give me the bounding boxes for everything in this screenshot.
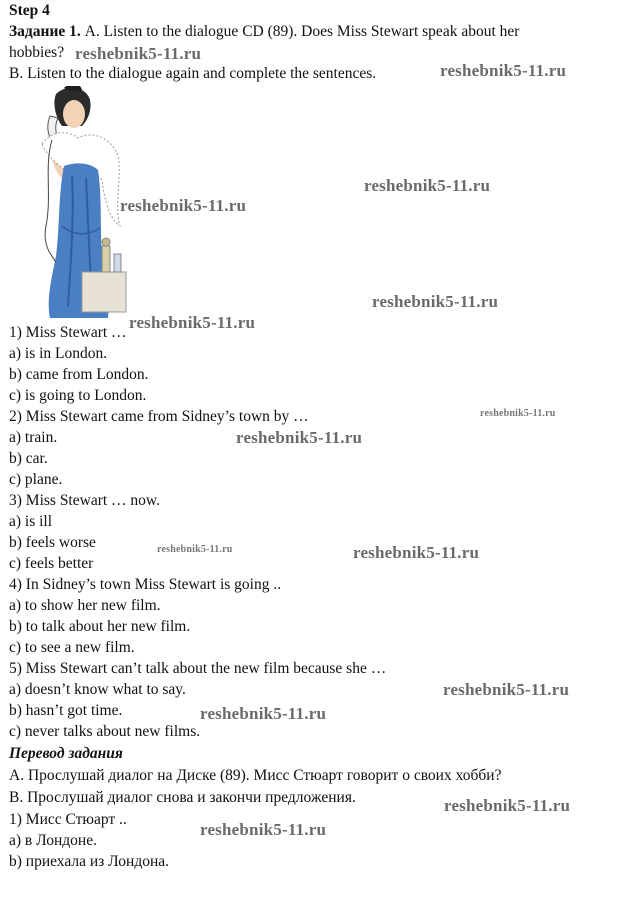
translation-q1-option-b: b) приехала из Лондона. [9, 853, 170, 870]
question-3-option-c: c) feels better [9, 555, 94, 572]
task-a-text: A. Listen to the dialogue CD (89). Does Miss Stewart speak about her [80, 23, 520, 40]
question-2-option-c: c) plane. [9, 471, 63, 488]
question-5-option-b: b) hasn’t got time. [9, 702, 123, 719]
question-5-stem: 5) Miss Stewart can’t talk about the new film because she … [9, 660, 387, 677]
watermark: reshebnik5-11.ru [364, 176, 491, 195]
watermark: reshebnik5-11.ru [129, 313, 256, 332]
question-1-option-b: b) came from London. [9, 366, 149, 383]
watermark: reshebnik5-11.ru [353, 543, 480, 562]
translation-part-a: А. Прослушай диалог на Диске (89). Мисс Стюарт говорит о своих хобби? [9, 767, 502, 784]
question-4-stem: 4) In Sidney’s town Miss Stewart is going .. [9, 576, 282, 593]
question-3-stem: 3) Miss Stewart … now. [9, 492, 160, 509]
watermark: reshebnik5-11.ru [200, 704, 327, 723]
translation-q1-option-a: а) в Лондоне. [9, 832, 97, 849]
watermark: reshebnik5-11.ru [157, 544, 233, 555]
translation-heading: Перевод задания [9, 745, 123, 762]
translation-q1-stem: 1) Мисс Стюарт .. [9, 811, 127, 828]
task-a-line1 [9, 21, 519, 42]
question-1-option-c: c) is going to London. [9, 387, 147, 404]
question-4-option-a: a) to show her new film. [9, 597, 161, 614]
question-4-option-b: b) to talk about her new film. [9, 618, 191, 635]
question-3-option-b: b) feels worse [9, 534, 96, 551]
step-title: Step 4 [9, 2, 50, 19]
translation-part-b: В. Прослушай диалог снова и закончи предложения. [9, 789, 356, 806]
question-5-option-c: c) never talks about new films. [9, 723, 201, 740]
question-3-option-a: a) is ill [9, 513, 53, 530]
watermark: reshebnik5-11.ru [443, 680, 570, 699]
watermark: reshebnik5-11.ru [75, 44, 202, 63]
watermark: reshebnik5-11.ru [480, 408, 556, 419]
question-5-option-a: a) doesn’t know what to say. [9, 681, 186, 698]
task-b: B. Listen to the dialogue again and complete the sentences. [9, 65, 377, 82]
question-2-option-b: b) car. [9, 450, 48, 467]
question-2-option-a: a) train. [9, 429, 58, 446]
watermark: reshebnik5-11.ru [444, 796, 571, 815]
question-2-stem: 2) Miss Stewart came from Sidney’s town by … [9, 408, 309, 425]
woman-on-telephone-illustration [22, 86, 132, 318]
question-1-stem: 1) Miss Stewart … [9, 324, 127, 341]
watermark: reshebnik5-11.ru [372, 292, 499, 311]
watermark: reshebnik5-11.ru [236, 428, 363, 447]
task-a-line2: hobbies? [9, 44, 65, 61]
question-1-option-a: a) is in London. [9, 345, 108, 362]
watermark: reshebnik5-11.ru [200, 820, 327, 839]
task-label: Задание 1. [9, 23, 81, 40]
watermark: reshebnik5-11.ru [120, 196, 247, 215]
question-4-option-c: c) to see a new film. [9, 639, 135, 656]
watermark: reshebnik5-11.ru [440, 61, 567, 80]
